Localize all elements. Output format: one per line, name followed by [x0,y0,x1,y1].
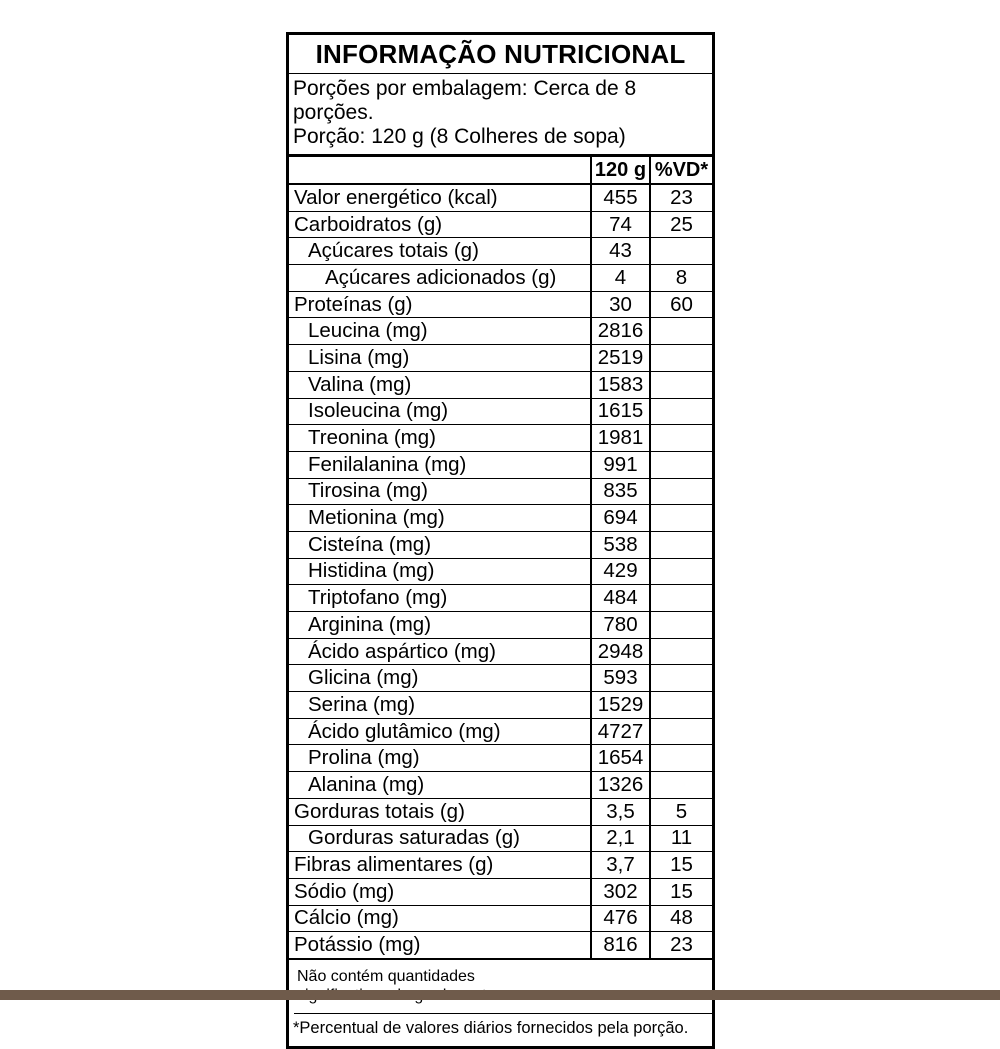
nutrition-facts-label [286,32,715,1049]
nutrient-dv: 23 [649,932,712,958]
table-row [289,611,712,638]
nutrient-label: Glicina (mg) [308,666,419,690]
nutrient-dv [649,745,712,771]
nutrient-label: Treonina (mg) [308,426,436,450]
nutrient-label: Açúcares totais (g) [308,239,479,263]
table-row [289,878,712,905]
nutrient-amount: 30 [590,292,649,318]
bottom-bar [0,990,1000,1000]
nutrient-label: Cálcio (mg) [294,906,399,930]
nutrient-dv [649,772,712,798]
table-row [289,931,712,958]
daily-values-footnote: *Percentual de valores diários fornecidos pela porção. [293,1018,689,1037]
table-row [289,584,712,611]
nutrient-dv [649,425,712,451]
nutrient-label: Triptofano (mg) [308,586,448,610]
table-row [289,478,712,505]
trans-fat-note-line1: Não contém quantidades [297,967,475,985]
table-row [289,371,712,398]
nutrient-label: Fenilalanina (mg) [308,452,467,476]
table-row [289,851,712,878]
nutrient-amount: 538 [590,532,649,558]
nutrient-label: Metionina (mg) [308,506,445,530]
servings-per-package-text: Porções por embalagem: Cerca de 8 porções. [293,77,637,124]
nutrient-dv: 25 [649,212,712,238]
nutrient-amount: 476 [590,906,649,932]
table-row [289,744,712,771]
table-row [289,264,712,291]
nutrient-amount: 835 [590,479,649,505]
nutrient-dv: 5 [649,799,712,825]
nutrient-amount: 2816 [590,318,649,344]
nutrient-label: Valor energético (kcal) [294,185,498,209]
nutrient-dv [649,372,712,398]
nutrient-amount: 1583 [590,372,649,398]
table-row [289,718,712,745]
column-header-dv: %VD* [649,157,712,183]
nutrient-amount: 2948 [590,639,649,665]
label-title: INFORMAÇÃO NUTRICIONAL [289,35,712,74]
nutrient-dv [649,238,712,264]
nutrient-amount: 4 [590,265,649,291]
column-header-amount: 120 g [590,157,649,183]
nutrient-label: Açúcares adicionados (g) [325,265,557,289]
table-row [289,451,712,478]
nutrient-label: Leucina (mg) [308,319,428,343]
nutrient-label: Gorduras saturadas (g) [308,826,520,850]
nutrient-dv [649,452,712,478]
nutrient-amount: 991 [590,452,649,478]
nutrient-label: Tirosina (mg) [308,479,428,503]
nutrient-label: Cisteína (mg) [308,532,432,556]
nutrient-amount: 43 [590,238,649,264]
table-row [289,531,712,558]
nutrient-amount: 1981 [590,425,649,451]
nutrient-label: Prolina (mg) [308,746,420,770]
nutrient-dv: 15 [649,879,712,905]
nutrient-dv: 60 [649,292,712,318]
nutrient-dv: 15 [649,852,712,878]
nutrient-amount: 593 [590,665,649,691]
nutrient-amount: 1615 [590,399,649,425]
nutrient-label: Lisina (mg) [308,345,410,369]
nutrient-dv: 48 [649,906,712,932]
table-row [289,664,712,691]
nutrient-dv [649,345,712,371]
nutrient-label: Fibras alimentares (g) [294,853,494,877]
nutrient-amount: 4727 [590,719,649,745]
nutrient-label: Potássio (mg) [294,933,421,957]
table-row [289,798,712,825]
table-row [289,691,712,718]
nutrient-dv [649,559,712,585]
trans-fat-note [289,960,712,1013]
nutrient-dv [649,318,712,344]
table-row [289,504,712,531]
nutrient-label: Histidina (mg) [308,559,435,583]
table-row [289,905,712,932]
nutrient-amount: 816 [590,932,649,958]
nutrient-label: Ácido glutâmico (mg) [308,719,501,743]
nutrient-dv: 23 [649,185,712,211]
nutrient-amount: 3,5 [590,799,649,825]
nutrient-label: Isoleucina (mg) [308,399,449,423]
table-row [289,424,712,451]
nutrient-label: Arginina (mg) [308,612,432,636]
nutrient-label: Serina (mg) [308,692,416,716]
nutrient-amount: 1654 [590,745,649,771]
table-row [289,291,712,318]
nutrient-dv [649,399,712,425]
nutrient-amount: 3,7 [590,852,649,878]
nutrient-label: Sódio (mg) [294,879,395,903]
table-row [289,344,712,371]
nutrient-label: Gorduras totais (g) [294,799,465,823]
nutrient-dv [649,612,712,638]
nutrient-amount: 455 [590,185,649,211]
nutrient-label: Alanina (mg) [308,772,425,796]
nutrient-dv [649,479,712,505]
table-row [289,558,712,585]
nutrient-amount: 1529 [590,692,649,718]
table-row [289,771,712,798]
nutrient-dv: 11 [649,826,712,852]
nutrient-amount: 1326 [590,772,649,798]
nutrient-amount: 2,1 [590,826,649,852]
nutrient-dv [649,532,712,558]
table-header-row [289,157,712,185]
nutrient-dv: 8 [649,265,712,291]
nutrient-dv [649,665,712,691]
nutrient-amount: 2519 [590,345,649,371]
table-row [289,185,712,211]
table-row [289,317,712,344]
table-row [289,638,712,665]
table-body [289,185,712,960]
nutrient-dv [649,692,712,718]
table-row [289,211,712,238]
column-header-nutrient [289,157,590,183]
table-row [289,237,712,264]
servings-info [289,74,712,157]
table-row [289,825,712,852]
nutrient-dv [649,639,712,665]
nutrient-dv [649,719,712,745]
nutrient-amount: 780 [590,612,649,638]
nutrient-dv [649,505,712,531]
serving-size-text: Porção: 120 g (8 Colheres de sopa) [293,125,626,148]
table-row [289,398,712,425]
nutrient-amount: 302 [590,879,649,905]
nutrient-amount: 429 [590,559,649,585]
nutrient-label: Ácido aspártico (mg) [308,639,496,663]
nutrient-amount: 484 [590,585,649,611]
nutrient-label: Valina (mg) [308,372,412,396]
nutrient-label: Carboidratos (g) [294,212,443,236]
nutrient-amount: 74 [590,212,649,238]
nutrient-amount: 694 [590,505,649,531]
nutrient-dv [649,585,712,611]
nutrient-label: Proteínas (g) [294,292,413,316]
